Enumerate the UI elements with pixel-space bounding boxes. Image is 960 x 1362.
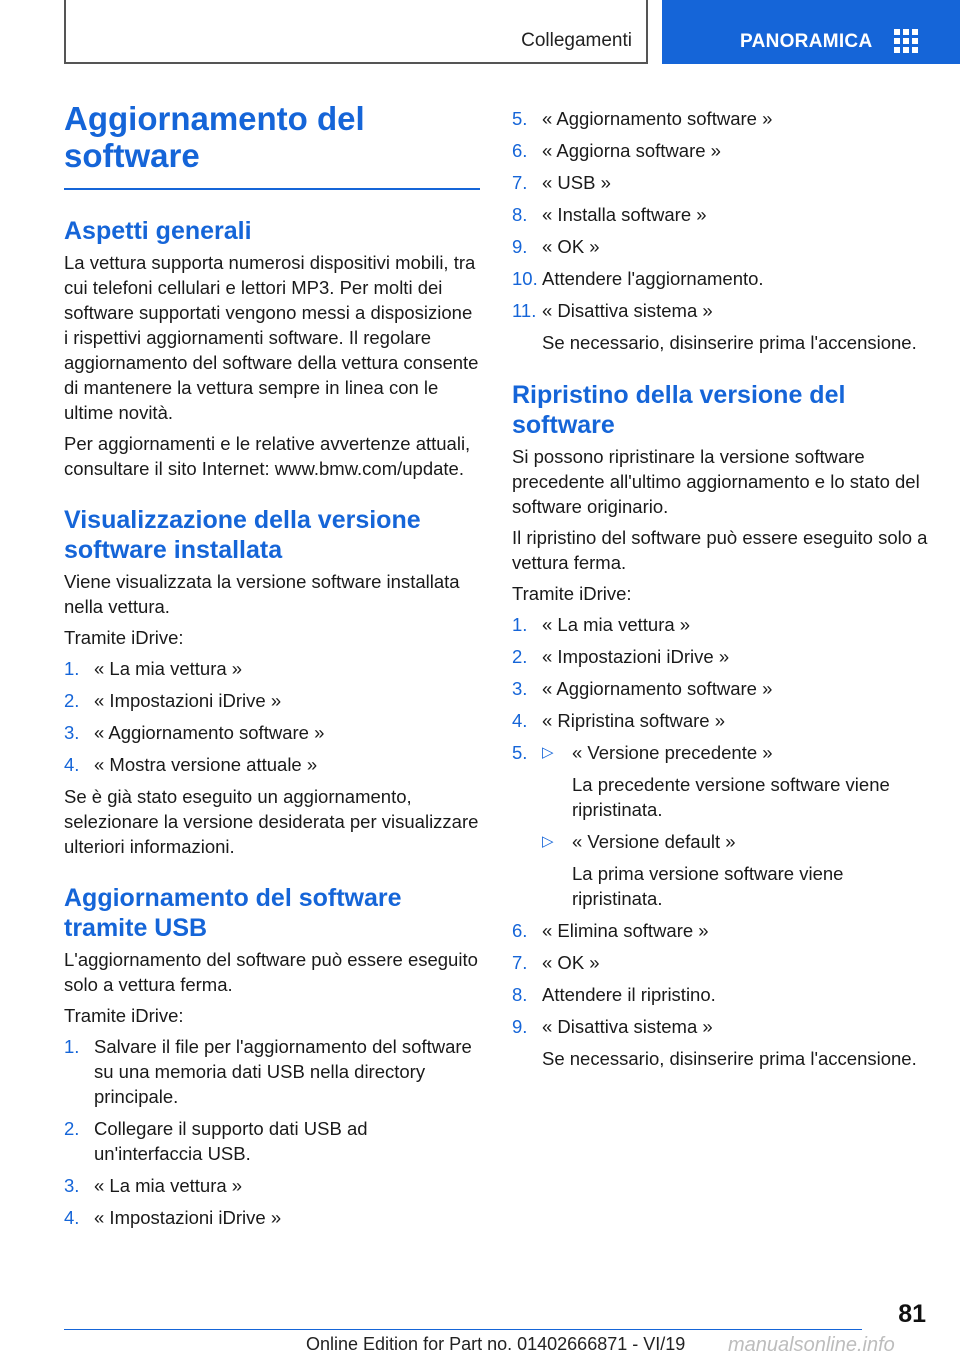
step-number: 2. bbox=[512, 646, 528, 667]
triangle-bullet-icon: ▷ bbox=[542, 744, 554, 761]
step-number: 1. bbox=[512, 614, 528, 635]
option-text: « Versione precedente » bbox=[572, 742, 773, 763]
step-number: 10. bbox=[512, 268, 538, 289]
step-list bbox=[64, 656, 480, 777]
list-item bbox=[512, 266, 928, 291]
step-number: 8. bbox=[512, 984, 528, 1005]
step-text: « Disattiva sistema » bbox=[542, 300, 713, 321]
step-text: « Elimina software » bbox=[542, 920, 709, 941]
step-text: « Mostra versione attuale » bbox=[94, 754, 318, 775]
body-paragraph: L'aggiornamento del software può essere eseguito solo a vettura ferma. bbox=[64, 949, 478, 995]
step-text: « Aggiorna software » bbox=[542, 140, 721, 161]
step-number: 5. bbox=[512, 108, 528, 129]
step-text: « Installa software » bbox=[542, 204, 707, 225]
list-item bbox=[512, 708, 928, 733]
list-item bbox=[64, 656, 480, 681]
step-subtext: Se necessario, disinserire prima l'accensione. bbox=[542, 1048, 917, 1069]
body-paragraph: Tramite iDrive: bbox=[64, 1005, 184, 1026]
list-item bbox=[512, 982, 928, 1007]
step-number: 9. bbox=[512, 236, 528, 257]
list-item bbox=[512, 138, 928, 163]
step-number: 6. bbox=[512, 140, 528, 161]
list-item bbox=[512, 918, 928, 943]
step-text: « Impostazioni iDrive » bbox=[542, 646, 730, 667]
step-number: 1. bbox=[64, 1036, 80, 1057]
body-paragraph: La vettura supporta numerosi dispositivi mobili, tra cui telefoni cellulari e lettori MP3. Per molti dei software supportati vengono messi a disposizione i rispettivi aggiornamenti software. Il regolare aggiornamento del software della vettura consente di mantenere la vettura sempre in linea con le ultime novità. bbox=[64, 252, 479, 423]
step-number: 6. bbox=[512, 920, 528, 941]
step-text: « Aggiornamento software » bbox=[542, 678, 773, 699]
step-subtext: Se necessario, disinserire prima l'accensione. bbox=[542, 332, 917, 353]
overview-tab-label: PANORAMICA bbox=[740, 31, 873, 52]
step-text: « Impostazioni iDrive » bbox=[94, 690, 282, 711]
step-number: 3. bbox=[64, 722, 80, 743]
section-heading-version-display: Visualizzazione della versione software installata bbox=[64, 506, 421, 564]
body-paragraph: Tramite iDrive: bbox=[64, 627, 184, 648]
step-number: 9. bbox=[512, 1016, 528, 1037]
body-paragraph: Si possono ripristinare la versione software precedente all'ultimo aggiornamento e lo stato del software originario. bbox=[512, 446, 920, 517]
step-number: 3. bbox=[512, 678, 528, 699]
step-text: Attendere l'aggiornamento. bbox=[542, 268, 764, 289]
step-text: Attendere il ripristino. bbox=[542, 984, 716, 1005]
option-item bbox=[542, 740, 928, 822]
step-text: « OK » bbox=[542, 236, 600, 257]
step-number: 7. bbox=[512, 952, 528, 973]
body-paragraph: Tramite iDrive: bbox=[512, 583, 632, 604]
step-text: « Impostazioni iDrive » bbox=[94, 1207, 282, 1228]
list-item bbox=[64, 1173, 480, 1198]
list-item bbox=[64, 1034, 480, 1109]
list-item bbox=[64, 720, 480, 745]
step-text: « USB » bbox=[542, 172, 611, 193]
step-list bbox=[512, 612, 928, 1071]
step-number: 7. bbox=[512, 172, 528, 193]
step-text: « Disattiva sistema » bbox=[542, 1016, 713, 1037]
step-number: 2. bbox=[64, 1118, 80, 1139]
body-paragraph: Il ripristino del software può essere eseguito solo a vettura ferma. bbox=[512, 527, 928, 573]
step-number: 3. bbox=[64, 1175, 80, 1196]
title-divider bbox=[64, 188, 480, 190]
option-subtext: La precedente versione software viene ripristinata. bbox=[572, 774, 890, 820]
step-list bbox=[64, 1034, 480, 1230]
step-text: Collegare il supporto dati USB ad un'interfaccia USB. bbox=[94, 1118, 368, 1164]
left-column bbox=[64, 100, 480, 1237]
step-text: « La mia vettura » bbox=[94, 658, 243, 679]
list-item bbox=[512, 234, 928, 259]
page-number: 81 bbox=[898, 1300, 926, 1328]
step-number: 2. bbox=[64, 690, 80, 711]
triangle-bullet-icon: ▷ bbox=[542, 833, 554, 850]
list-item bbox=[512, 1014, 928, 1071]
list-item bbox=[64, 752, 480, 777]
step-number: 8. bbox=[512, 204, 528, 225]
grid-icon bbox=[894, 29, 918, 53]
step-number: 11. bbox=[512, 300, 537, 321]
step-number: 5. bbox=[512, 742, 528, 763]
step-text: « La mia vettura » bbox=[94, 1175, 243, 1196]
right-column bbox=[512, 100, 928, 1078]
list-item bbox=[64, 1116, 480, 1166]
watermark: manualsonline.info bbox=[728, 1334, 895, 1356]
footer-edition: Online Edition for Part no. 01402666871 - VI/19 bbox=[306, 1334, 686, 1354]
list-item bbox=[512, 740, 928, 911]
list-item bbox=[64, 1205, 480, 1230]
section-tab[interactable] bbox=[64, 0, 648, 64]
step-number: 4. bbox=[512, 710, 528, 731]
list-item bbox=[512, 676, 928, 701]
section-tab-label: Collegamenti bbox=[521, 30, 632, 51]
step-text: « Aggiornamento software » bbox=[542, 108, 773, 129]
body-paragraph: Viene visualizzata la versione software installata nella vettura. bbox=[64, 571, 460, 617]
list-item bbox=[512, 202, 928, 227]
section-heading-usb-update: Aggiornamento del software tramite USB bbox=[64, 884, 402, 942]
body-paragraph: Per aggiornamenti e le relative avvertenze attuali, consultare il sito Internet: www.bmw.com/update. bbox=[64, 433, 471, 479]
list-item bbox=[64, 688, 480, 713]
list-item bbox=[512, 298, 928, 355]
step-number: 4. bbox=[64, 754, 80, 775]
step-list bbox=[512, 106, 928, 355]
page-title: Aggiornamento del software bbox=[64, 100, 365, 174]
option-subtext: La prima versione software viene ripristinata. bbox=[572, 863, 844, 909]
step-text: « Ripristina software » bbox=[542, 710, 726, 731]
list-item bbox=[512, 170, 928, 195]
list-item bbox=[512, 950, 928, 975]
option-item bbox=[542, 829, 928, 911]
body-paragraph: Se è già stato eseguito un aggiornamento, selezionare la versione desiderata per visualizzare ulteriori informazioni. bbox=[64, 786, 479, 857]
step-number: 4. bbox=[64, 1207, 80, 1228]
section-heading-general: Aspetti generali bbox=[64, 217, 252, 245]
step-number: 1. bbox=[64, 658, 80, 679]
step-text: « Aggiornamento software » bbox=[94, 722, 325, 743]
step-text: « La mia vettura » bbox=[542, 614, 691, 635]
step-text: Salvare il file per l'aggiornamento del software su una memoria dati USB nella directory principale. bbox=[94, 1036, 472, 1107]
option-text: « Versione default » bbox=[572, 831, 736, 852]
step-text: « OK » bbox=[542, 952, 600, 973]
footer-divider bbox=[64, 1329, 862, 1330]
list-item bbox=[512, 612, 928, 637]
section-heading-restore: Ripristino della versione del software bbox=[512, 381, 846, 439]
overview-tab[interactable] bbox=[662, 0, 960, 64]
list-item bbox=[512, 644, 928, 669]
list-item bbox=[512, 106, 928, 131]
